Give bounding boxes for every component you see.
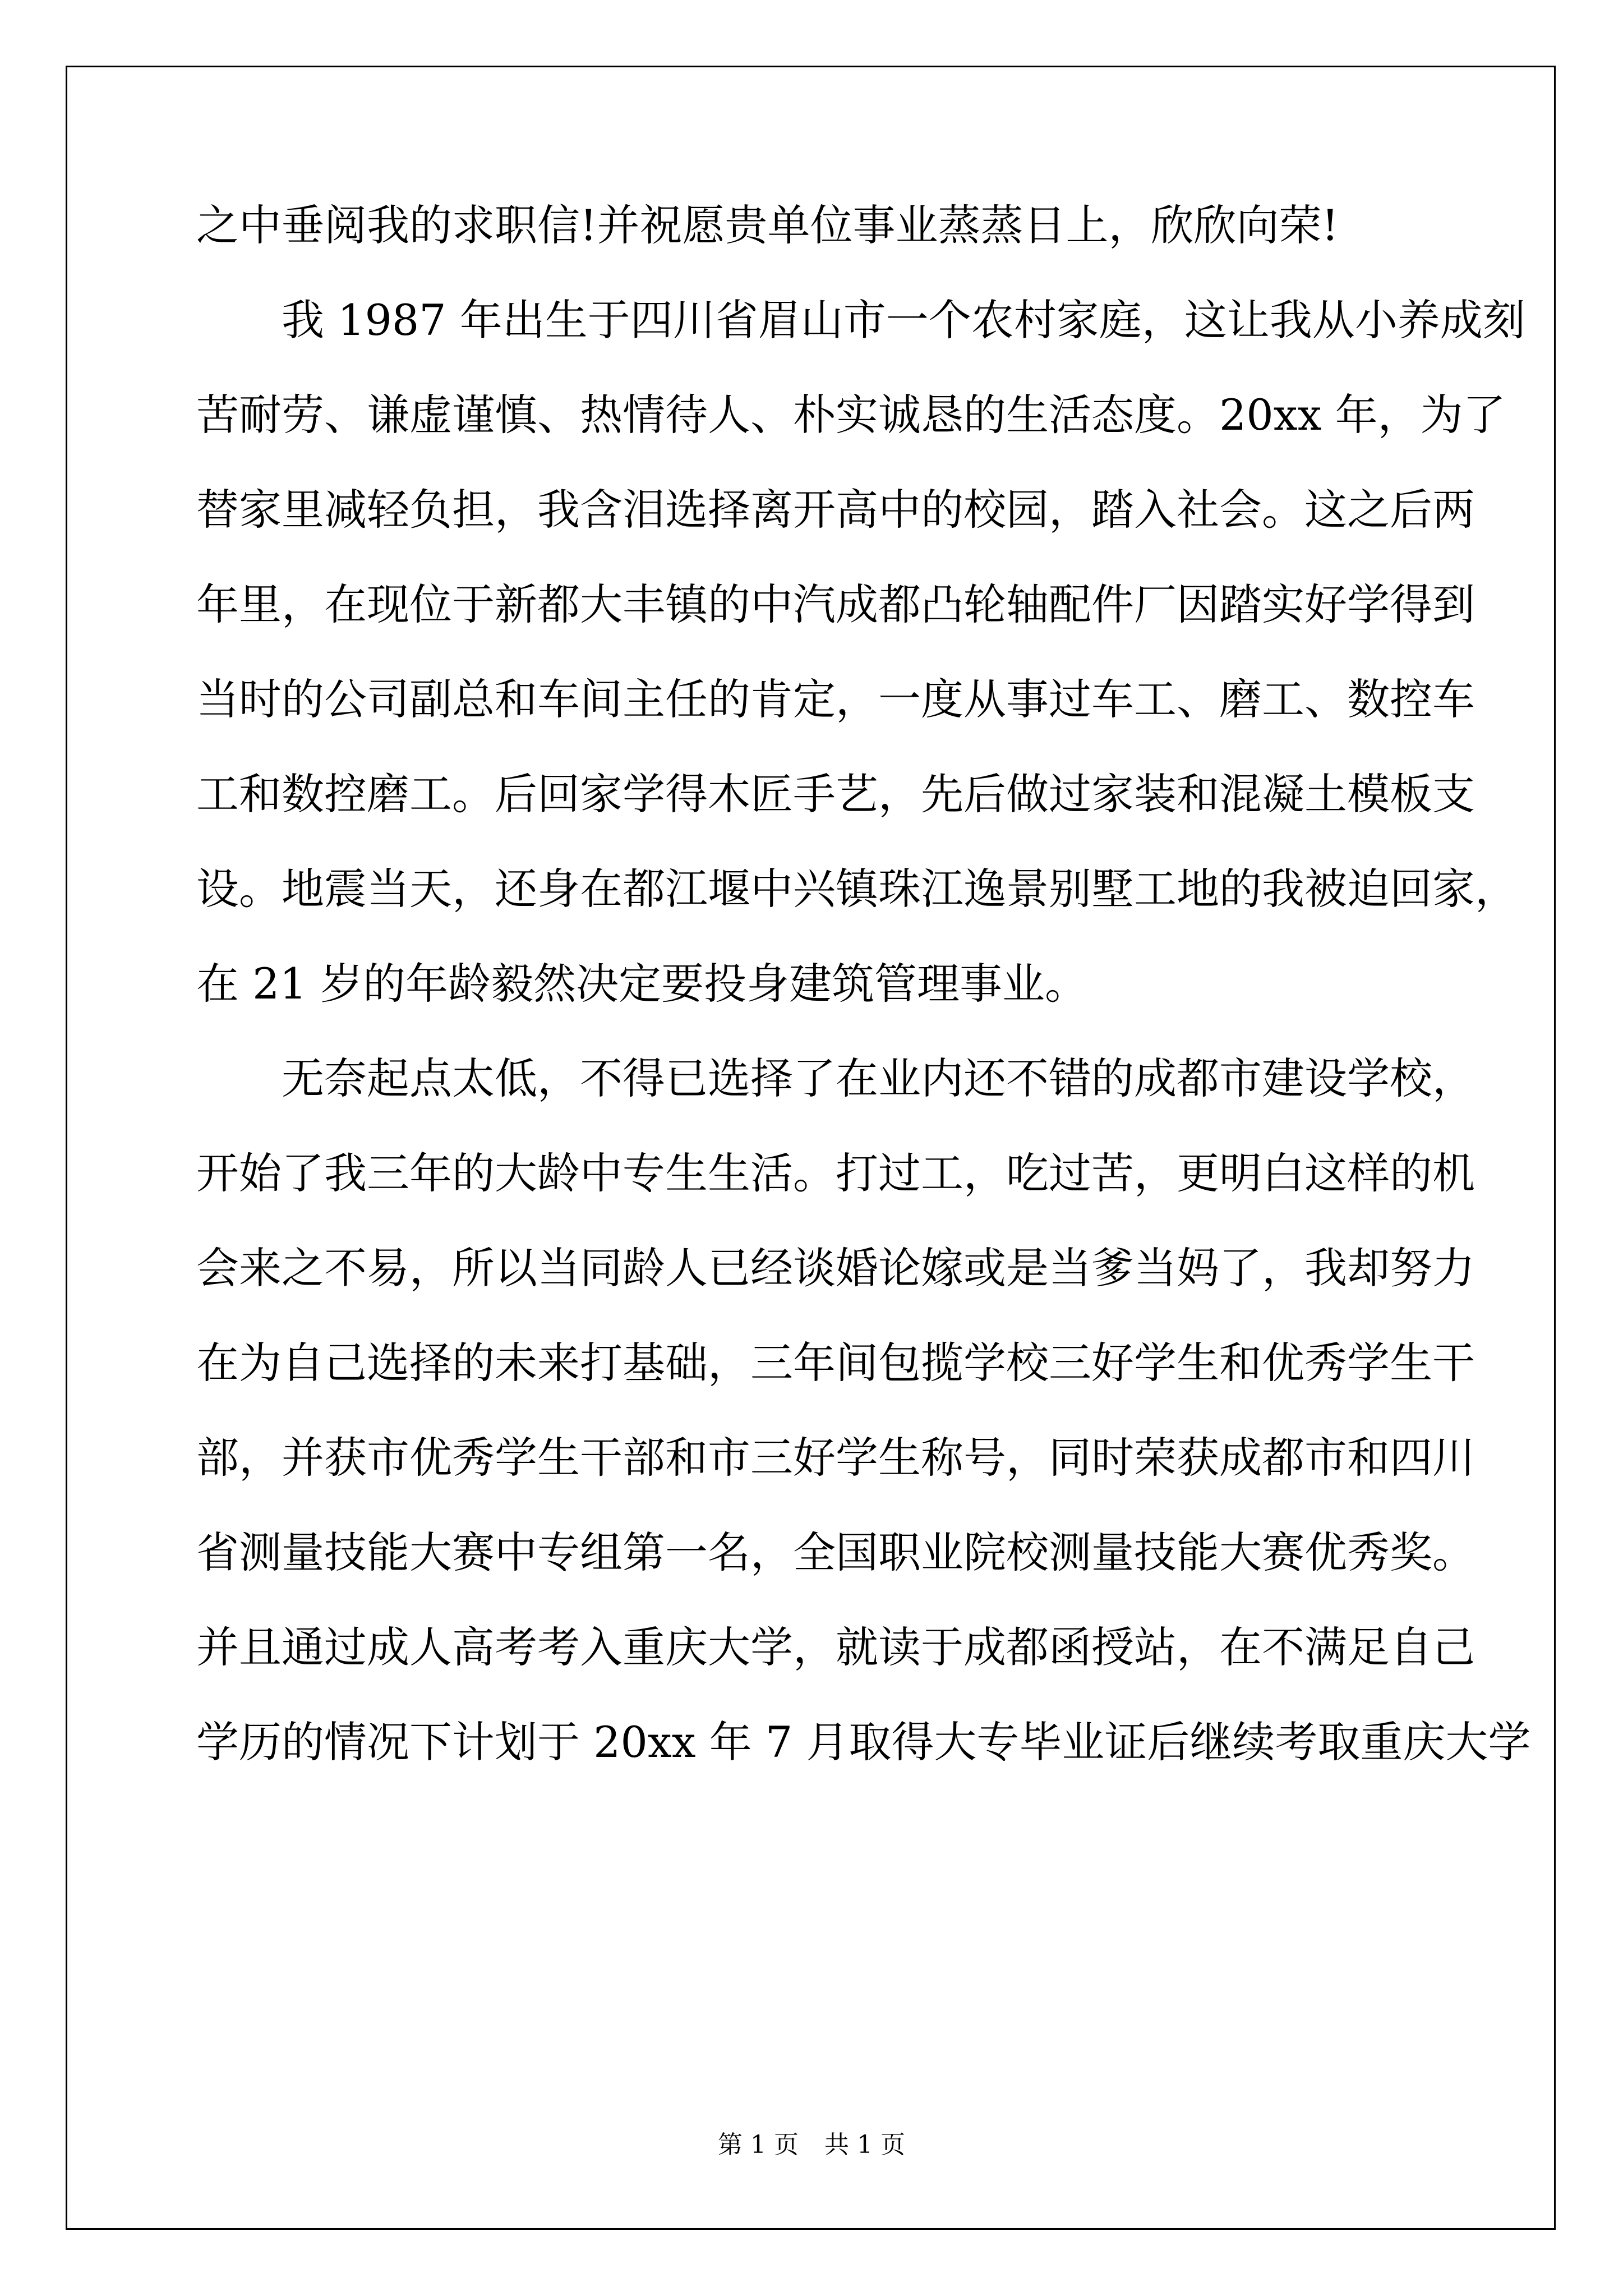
page-total: 共 1 页: [824, 2131, 905, 2159]
page-footer: [0, 2124, 1623, 2160]
text-line: 工和数控磨工。后回家学得木匠手艺，先后做过家装和混凝土模板支: [196, 769, 1475, 819]
text-line: 我 1987 年出生于四川省眉山市一个农村家庭，这让我从小养成刻: [282, 295, 1525, 345]
page-number: 第 1 页: [718, 2131, 799, 2159]
document-body: [196, 197, 1531, 1809]
text-line: 在为自己选择的未来打基础，三年间包揽学校三好学生和优秀学生干: [196, 1338, 1475, 1388]
text-line: 设。地震当天，还身在都江堰中兴镇珠江逸景别墅工地的我被迫回家，: [196, 864, 1518, 914]
text-line: 学历的情况下计划于 20xx 年 7 月取得大专毕业证后继续考取重庆大学: [196, 1717, 1531, 1767]
text-line: 并且通过成人高考考入重庆大学，就读于成都函授站，在不满足自己: [196, 1622, 1475, 1672]
text-line: 苦耐劳、谦虚谨慎、热情待人、朴实诚恳的生活态度。20xx 年，为了: [196, 390, 1506, 440]
text-line: 部，并获市优秀学生干部和市三好学生称号，同时荣获成都市和四川: [196, 1433, 1475, 1483]
text-line: 之中垂阅我的求职信!并祝愿贵单位事业蒸蒸日上，欣欣向荣!: [196, 200, 1339, 250]
text-line: 在 21 岁的年龄毅然决定要投身建筑管理事业。: [196, 959, 1088, 1009]
text-line: 开始了我三年的大龄中专生生活。打过工，吃过苦，更明白这样的机: [196, 1148, 1475, 1198]
text-line: 省测量技能大赛中专组第一名，全国职业院校测量技能大赛优秀奖。: [196, 1527, 1475, 1577]
text-line: 当时的公司副总和车间主任的肯定，一度从事过车工、磨工、数控车: [196, 674, 1475, 724]
text-line: 无奈起点太低，不得已选择了在业内还不错的成都市建设学校，: [282, 1053, 1475, 1103]
text-line: 会来之不易，所以当同龄人已经谈婚论嫁或是当爹当妈了，我却努力: [196, 1243, 1475, 1293]
text-line: 年里，在现位于新都大丰镇的中汽成都凸轮轴配件厂因踏实好学得到: [196, 579, 1475, 629]
text-line: 替家里减轻负担，我含泪选择离开高中的校园，踏入社会。这之后两: [196, 485, 1475, 535]
